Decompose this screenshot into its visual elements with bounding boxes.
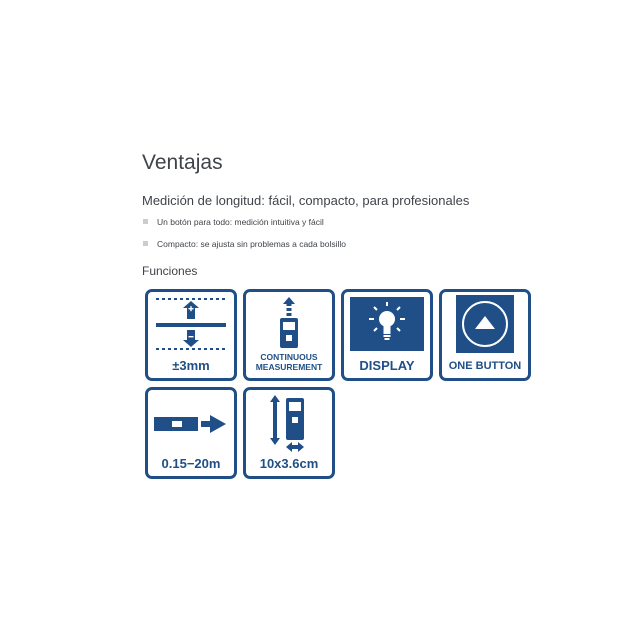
subheading: Medición de longitud: fácil, compacto, para profesionales <box>142 193 470 208</box>
advantages-section <box>142 150 602 278</box>
list-item-text: Un botón para todo: medición intuitiva y fácil <box>157 217 324 227</box>
section-heading: Ventajas <box>142 151 223 174</box>
bullet-icon <box>143 219 148 224</box>
function-tile-accuracy <box>145 289 237 381</box>
functions-title: Funciones <box>142 264 198 278</box>
tile-label: 10x3.6cm <box>259 456 319 471</box>
function-tile-continuous <box>243 289 335 381</box>
tile-label <box>246 352 332 372</box>
tile-label: ONE BUTTON <box>448 360 522 372</box>
function-tile-size <box>243 387 335 479</box>
function-tile-display <box>341 289 433 381</box>
list-item <box>142 216 602 228</box>
list-item-text: Compacto: se ajusta sin problemas a cada bolsillo <box>157 239 346 249</box>
function-tile-range <box>145 387 237 479</box>
tile-label: 0.15−20m <box>161 456 221 471</box>
list-item <box>142 238 602 250</box>
tile-label: ±3mm <box>172 358 210 373</box>
tile-label: DISPLAY <box>359 358 415 373</box>
advantages-list <box>142 216 602 250</box>
tile-label-line: MEASUREMENT <box>255 362 323 372</box>
function-tile-one-button <box>439 289 531 381</box>
bullet-icon <box>143 241 148 246</box>
tile-label-line: CONTINUOUS <box>260 352 318 362</box>
